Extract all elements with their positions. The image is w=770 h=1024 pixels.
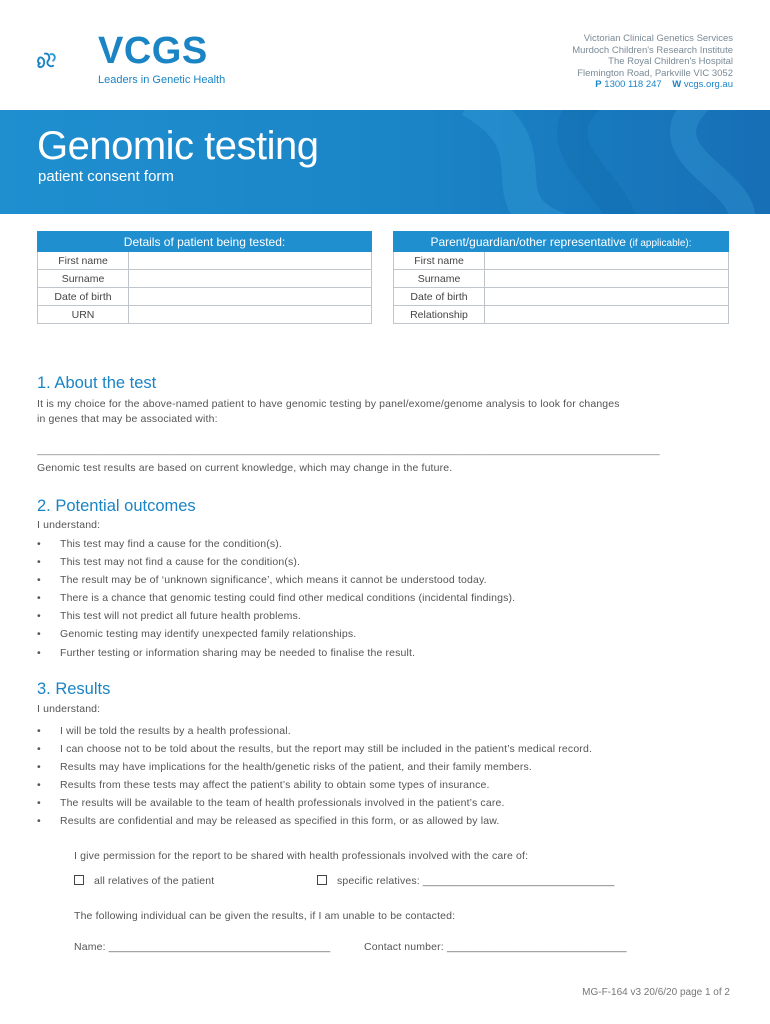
knowledge-note: Genomic test results are based on current knowledge, which may change in the future. [37, 462, 453, 474]
address-line: Victorian Clinical Genetics Services [583, 33, 733, 44]
page-subtitle: patient consent form [38, 168, 174, 185]
contact-line [572, 79, 733, 91]
field-label: Surname [38, 270, 129, 288]
name-field[interactable]: Name: _____________________________________ [74, 941, 331, 953]
field-label: Date of birth [38, 288, 129, 306]
table-row [38, 270, 372, 288]
website-link[interactable]: vcgs.org.au [683, 79, 733, 91]
field-label: Relationship [394, 306, 485, 324]
list-item: • There is a chance that genomic testing could find other medical conditions (incidental findings). [37, 589, 737, 607]
guardian-heading-note: (if applicable): [629, 237, 692, 249]
phone-label: P [595, 79, 602, 91]
contact-text: The following individual can be given the results, if I am unable to be contacted: [74, 910, 456, 922]
table-row [38, 306, 372, 324]
guardian-surname-field[interactable] [485, 270, 729, 288]
list-item: • Genomic testing may identify unexpected family relationships. [37, 625, 737, 643]
list-item: • Results are confidential and may be released as specified in this form, or as allowed by law. [37, 812, 747, 830]
table-row [394, 288, 729, 306]
table-row [38, 252, 372, 270]
logo-tagline: Leaders in Genetic Health [98, 74, 226, 86]
list-item: • Results may have implications for the health/genetic risks of the patient, and their family members. [37, 758, 747, 776]
table-row [394, 306, 729, 324]
condition-blank-line[interactable]: ________________________________________________________________________________________________________ [37, 444, 660, 456]
guardian-dob-field[interactable] [485, 288, 729, 306]
table-row [394, 270, 729, 288]
about-test-line: It is my choice for the above-named patient to have genomic testing by panel/exome/genome analysis to look for changes [37, 398, 620, 410]
permission-text: I give permission for the report to be shared with health professionals involved with the care of: [74, 850, 529, 862]
list-item: • The results will be available to the team of health professionals involved in the patient’s care. [37, 794, 747, 812]
contact-number-field[interactable]: Contact number: ______________________________ [364, 941, 627, 953]
patient-dob-field[interactable] [129, 288, 372, 306]
list-item: • The result may be of ‘unknown significance’, which means it cannot be understood today. [37, 571, 737, 589]
patient-table-heading: Details of patient being tested: [38, 232, 372, 252]
about-test-line: in genes that may be associated with: [37, 413, 218, 425]
address-line: Murdoch Children's Research Institute [572, 44, 733, 56]
list-item: • This test may find a cause for the condition(s). [37, 535, 737, 553]
guardian-first-name-field[interactable] [485, 252, 729, 270]
page-title: Genomic testing [37, 124, 319, 168]
patient-details-table [37, 231, 372, 324]
results-intro: I understand: [37, 703, 101, 715]
section-heading-about-test: 1. About the test [37, 374, 157, 392]
address-line: The Royal Children's Hospital [608, 56, 733, 68]
address-block [572, 33, 733, 91]
field-label: Surname [394, 270, 485, 288]
guardian-details-table [393, 231, 729, 324]
list-item: • This test will not predict all future health problems. [37, 607, 737, 625]
outcomes-list [37, 535, 737, 662]
page-footer: MG-F-164 v3 20/6/20 page 1 of 2 [582, 987, 730, 998]
list-item: • Further testing or information sharing may be needed to finalise the result. [37, 644, 737, 662]
phone-number: 1300 118 247 [604, 79, 662, 91]
specific-relatives-checkbox[interactable] [317, 875, 327, 885]
patient-urn-field[interactable] [129, 306, 372, 324]
section-heading-results: 3. Results [37, 680, 111, 698]
results-list [37, 722, 747, 831]
guardian-heading-text: Parent/guardian/other representative [430, 234, 626, 249]
patient-first-name-field[interactable] [129, 252, 372, 270]
option-all-relatives[interactable] [74, 874, 214, 889]
all-relatives-checkbox[interactable] [74, 875, 84, 885]
outcomes-intro: I understand: [37, 519, 101, 531]
address-line: Flemington Road, Parkville VIC 3052 [577, 67, 733, 79]
field-label: First name [38, 252, 129, 270]
field-label: First name [394, 252, 485, 270]
guardian-relationship-field[interactable] [485, 306, 729, 324]
logo-wordmark: VCGS [98, 30, 208, 72]
list-item: • I will be told the results by a health professional. [37, 722, 747, 740]
option-label: all relatives of the patient [94, 875, 215, 887]
field-label: Date of birth [394, 288, 485, 306]
table-row [394, 252, 729, 270]
section-heading-outcomes: 2. Potential outcomes [37, 497, 196, 515]
option-label: specific relatives: ________________________________ [337, 875, 615, 887]
list-item: • I can choose not to be told about the results, but the report may still be included in the patient’s medical record. [37, 740, 747, 758]
option-specific-relatives[interactable] [317, 874, 615, 889]
table-row [38, 288, 372, 306]
patient-surname-field[interactable] [129, 270, 372, 288]
vcgs-logo-icon [36, 32, 106, 88]
guardian-table-heading [394, 232, 729, 252]
field-label: URN [38, 306, 129, 324]
about-test-text [37, 397, 737, 427]
web-label: W [672, 79, 682, 91]
list-item: • This test may not find a cause for the condition(s). [37, 553, 737, 571]
list-item: • Results from these tests may affect the patient’s ability to obtain some types of insurance. [37, 776, 747, 794]
